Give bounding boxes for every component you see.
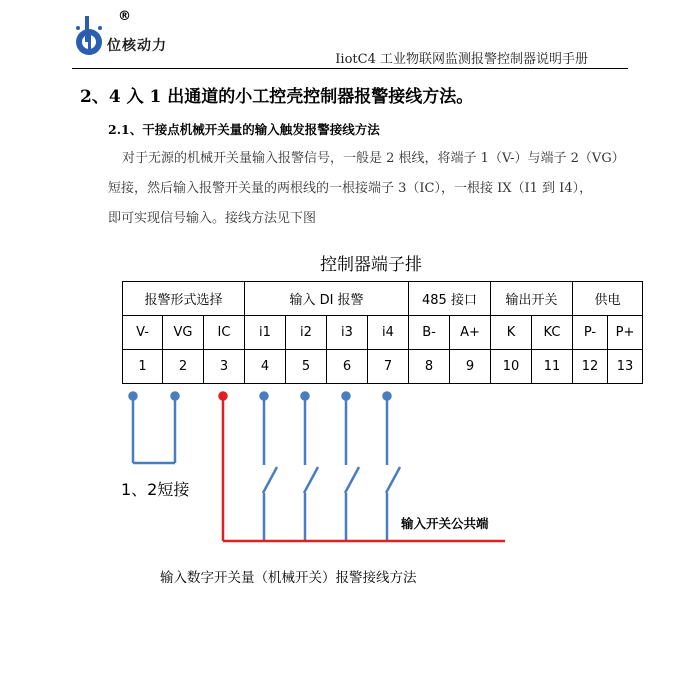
terminal-label: V- xyxy=(123,316,163,350)
terminal-number: 4 xyxy=(245,350,286,384)
terminal-label: KC xyxy=(532,316,573,350)
common-label: 输入开关公共端 xyxy=(401,516,489,531)
switch-i1 xyxy=(263,467,277,493)
terminal-label: K xyxy=(491,316,532,350)
group-di-input: 输入 DI 报警 xyxy=(245,282,409,316)
terminal-number: 5 xyxy=(286,350,327,384)
switch-i4 xyxy=(386,467,400,493)
section-subtitle: 2.1、干接点机械开关量的输入触发报警接线方法 xyxy=(108,122,380,137)
terminal-label: VG xyxy=(163,316,204,350)
group-output: 输出开关 xyxy=(491,282,573,316)
terminal-number: 7 xyxy=(368,350,409,384)
diagram-title: 控制器端子排 xyxy=(320,255,422,275)
terminal-number: 12 xyxy=(573,350,608,384)
terminal-number: 13 xyxy=(608,350,643,384)
terminal-label: IC xyxy=(204,316,245,350)
terminal-number: 8 xyxy=(409,350,450,384)
terminal-number: 10 xyxy=(491,350,532,384)
terminal-number: 11 xyxy=(532,350,573,384)
terminal-label: A+ xyxy=(450,316,491,350)
registered-mark: ® xyxy=(118,9,131,24)
terminal-number: 1 xyxy=(123,350,163,384)
terminal-label: i1 xyxy=(245,316,286,350)
section-title: 2、4 入 1 出通道的小工控壳控制器报警接线方法。 xyxy=(80,87,474,107)
terminal-label: P- xyxy=(573,316,608,350)
terminal-number: 2 xyxy=(163,350,204,384)
diagram-caption: 输入数字开关量（机械开关）报警接线方法 xyxy=(160,570,417,586)
terminal-label: P+ xyxy=(608,316,643,350)
switch-i3 xyxy=(345,467,359,493)
group-power: 供电 xyxy=(573,282,643,316)
switch-i2 xyxy=(304,467,318,493)
brand-name: 位核动力 xyxy=(107,38,167,54)
terminal-label: B- xyxy=(409,316,450,350)
paragraph-line-1: 对于无源的机械开关量输入报警信号，一般是 2 根线，将端子 1（V-）与端子 2（VG） xyxy=(122,151,625,166)
paragraph-line-2: 短接，然后输入报警开关量的两根线的一根接端子 3（IC），一根接 IX（I1 到 I4）， xyxy=(108,181,593,196)
paragraph-line-3: 即可实现信号输入。接线方法见下图 xyxy=(108,211,317,226)
terminal-label: i3 xyxy=(327,316,368,350)
group-485: 485 接口 xyxy=(409,282,491,316)
terminal-number: 3 xyxy=(204,350,245,384)
terminal-number: 6 xyxy=(327,350,368,384)
terminal-label: i2 xyxy=(286,316,327,350)
document-title: IiotC4 工业物联网监测报警控制器说明手册 xyxy=(335,52,588,67)
group-alarm-mode: 报警形式选择 xyxy=(123,282,245,316)
terminal-number: 9 xyxy=(450,350,491,384)
short-label: 1、2短接 xyxy=(121,480,190,499)
terminal-label: i4 xyxy=(368,316,409,350)
